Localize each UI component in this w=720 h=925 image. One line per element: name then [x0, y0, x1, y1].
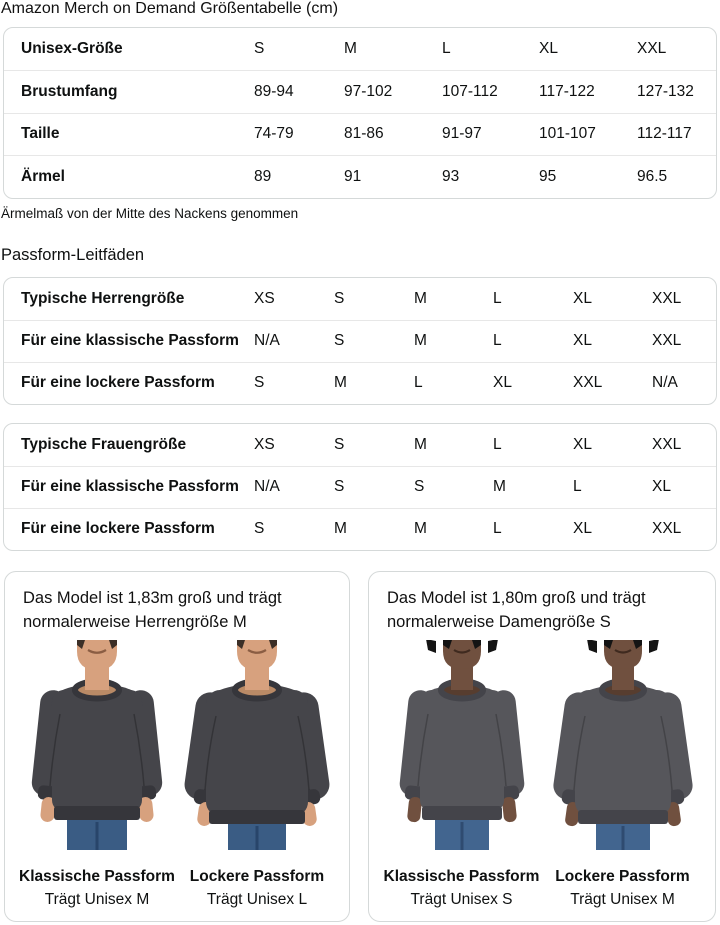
size-cell: XXL: [652, 435, 682, 453]
fit-guide-table-women: [3, 423, 717, 551]
model-cards-row: [4, 571, 716, 922]
measure-cell: 127-132: [637, 71, 716, 114]
size-cell: XXL: [652, 289, 682, 307]
size-cell: N/A: [254, 320, 334, 362]
fit-guide-table-men: [3, 277, 717, 405]
size-cell: L: [442, 40, 451, 57]
table-row-classic-fit: [4, 466, 716, 508]
size-cell: M: [344, 40, 357, 57]
table-row-typical-womens-size: [4, 424, 716, 466]
model-photo-man-classic-fit: [22, 640, 172, 850]
size-cell: XXL: [573, 362, 652, 404]
model-description: Das Model ist 1,83m groß und trägt normalerweise Herrengröße M: [23, 589, 282, 631]
size-cell: XL: [652, 466, 716, 508]
size-cell: L: [573, 466, 652, 508]
row-label: Typische Frauengröße: [21, 435, 187, 453]
model-card-women: [368, 571, 716, 922]
size-cell: S: [414, 466, 493, 508]
fit-label: Klassische Passform: [383, 868, 540, 885]
row-label: Für eine lockere Passform: [4, 362, 254, 404]
size-cell: S: [334, 320, 414, 362]
measure-cell: 81-86: [344, 113, 442, 156]
size-cell: M: [414, 320, 493, 362]
model-photo-woman-loose-fit: [548, 640, 698, 850]
measure-cell: 93: [442, 156, 539, 199]
size-cell: L: [414, 362, 493, 404]
model-figure-loose-fit: [177, 640, 337, 911]
model-photo-woman-classic-fit: [387, 640, 537, 850]
page-title: Amazon Merch on Demand Größentabelle (cm): [1, 0, 339, 17]
table-row-loose-fit: [4, 362, 716, 404]
model-description: Das Model ist 1,80m groß und trägt normalerweise Damengröße S: [387, 589, 646, 631]
size-cell: M: [334, 362, 414, 404]
measure-cell: 74-79: [254, 113, 344, 156]
size-cell: S: [334, 435, 345, 453]
measure-cell: 96.5: [637, 156, 716, 199]
size-cell: S: [334, 466, 414, 508]
row-label: Taille: [4, 113, 254, 156]
worn-size-label: Trägt Unisex S: [410, 891, 513, 908]
row-label: Unisex-Größe: [21, 40, 123, 57]
size-cell: S: [254, 40, 265, 57]
fit-label: Lockere Passform: [555, 868, 690, 885]
measure-cell: 89: [254, 156, 344, 199]
model-figure-classic-fit: [381, 640, 542, 911]
fit-label: Klassische Passform: [19, 868, 175, 885]
fit-guides-heading: Passform-Leitfäden: [1, 246, 145, 264]
size-cell: XL: [539, 40, 558, 57]
size-cell: L: [493, 320, 573, 362]
measure-cell: 112-117: [637, 113, 716, 156]
table-row-chest: [4, 71, 716, 114]
size-cell: M: [414, 435, 427, 453]
row-label: Für eine lockere Passform: [4, 508, 254, 550]
table-row-classic-fit: [4, 320, 716, 362]
row-label: Für eine klassische Passform: [4, 466, 254, 508]
photo-caption: [542, 865, 703, 911]
table-row-unisex-size: [4, 28, 716, 71]
size-cell: M: [334, 508, 414, 550]
model-photo-man-loose-fit: [182, 640, 332, 850]
size-cell: L: [493, 435, 502, 453]
measure-cell: 91-97: [442, 113, 539, 156]
size-cell: N/A: [652, 362, 716, 404]
measure-cell: 89-94: [254, 71, 344, 114]
model-photos: [17, 640, 337, 911]
size-cell: S: [334, 289, 345, 307]
photo-caption: [381, 865, 542, 911]
worn-size-label: Trägt Unisex M: [44, 891, 150, 908]
row-label: Für eine klassische Passform: [4, 320, 254, 362]
row-label: Ärmel: [4, 156, 254, 199]
measure-cell: 95: [539, 156, 637, 199]
measure-cell: 107-112: [442, 71, 539, 114]
fit-label: Lockere Passform: [189, 868, 325, 885]
unisex-size-table: [3, 27, 717, 199]
model-figure-classic-fit: [17, 640, 177, 911]
row-label: Typische Herrengröße: [21, 289, 185, 307]
model-card-men: [4, 571, 350, 922]
size-cell: XL: [493, 362, 573, 404]
size-cell: XL: [573, 320, 652, 362]
size-cell: XL: [573, 435, 592, 453]
size-cell: M: [414, 289, 427, 307]
size-cell: M: [414, 508, 493, 550]
measure-cell: 117-122: [539, 71, 637, 114]
worn-size-label: Trägt Unisex M: [570, 891, 675, 908]
size-cell: S: [254, 508, 334, 550]
size-cell: L: [493, 508, 573, 550]
size-cell: XXL: [652, 508, 716, 550]
table-row-waist: [4, 113, 716, 156]
worn-size-label: Trägt Unisex L: [206, 891, 308, 908]
size-cell: XXL: [652, 320, 716, 362]
measure-cell: 97-102: [344, 71, 442, 114]
table-row-sleeve: [4, 156, 716, 199]
measure-cell: 101-107: [539, 113, 637, 156]
size-cell: S: [254, 362, 334, 404]
size-cell: L: [493, 289, 502, 307]
table-row-loose-fit: [4, 508, 716, 550]
table-row-typical-mens-size: [4, 278, 716, 320]
measure-cell: 91: [344, 156, 442, 199]
size-cell: XS: [254, 289, 275, 307]
size-cell: M: [493, 466, 573, 508]
size-cell: N/A: [254, 466, 334, 508]
size-cell: XXL: [637, 40, 667, 57]
model-photos: [381, 640, 703, 911]
model-figure-loose-fit: [542, 640, 703, 911]
sleeve-measurement-note: Ärmelmaß von der Mitte des Nackens genommen: [1, 206, 299, 221]
size-cell: XL: [573, 289, 592, 307]
photo-caption: [177, 865, 337, 911]
row-label: Brustumfang: [4, 71, 254, 114]
size-cell: XS: [254, 435, 275, 453]
photo-caption: [17, 865, 177, 911]
size-cell: XL: [573, 508, 652, 550]
